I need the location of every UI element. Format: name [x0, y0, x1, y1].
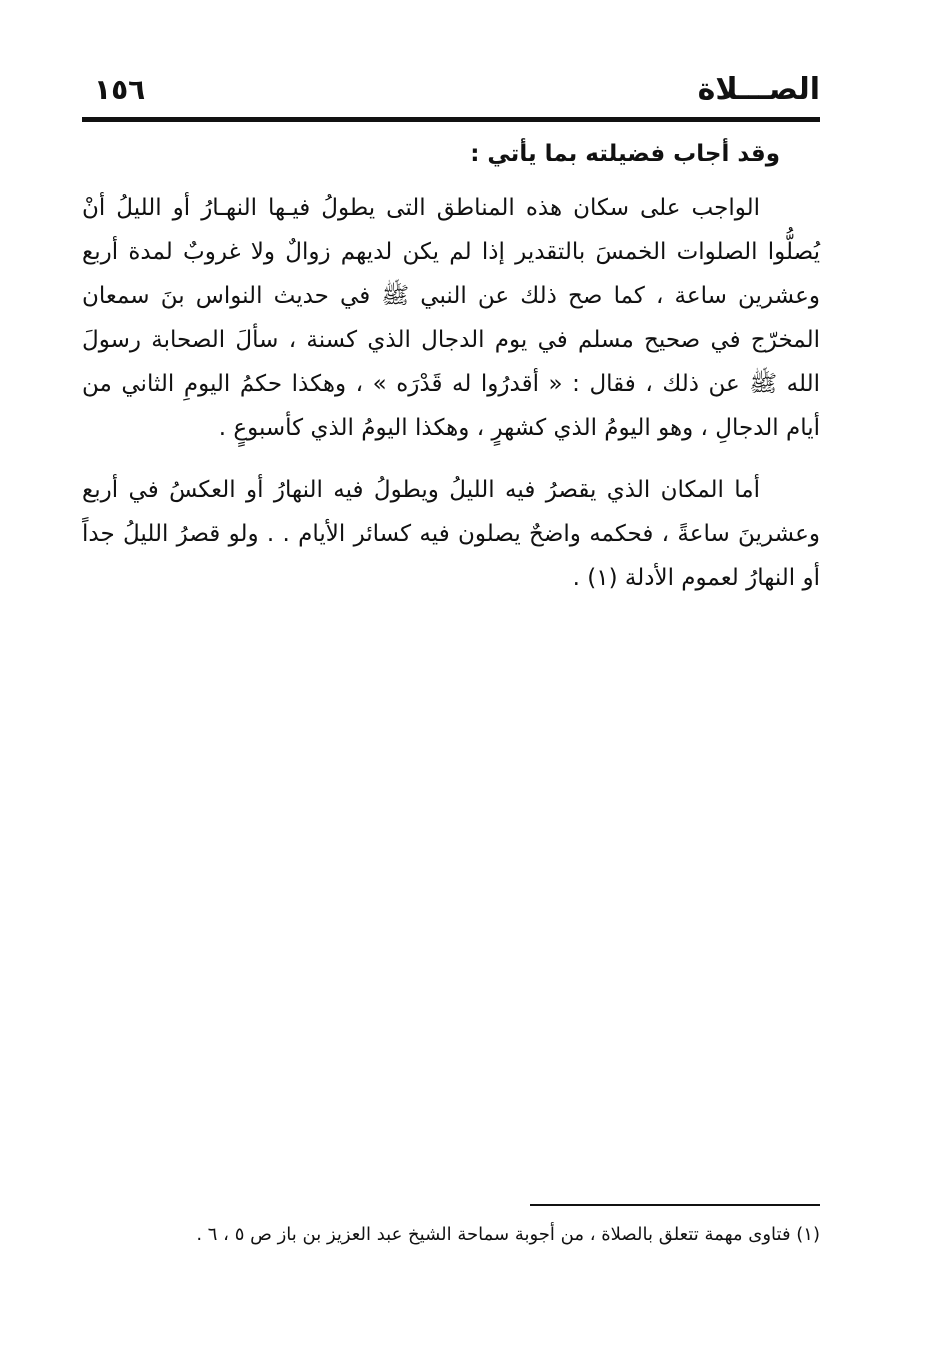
- page-header: [82, 66, 820, 116]
- header-rule: [82, 117, 820, 122]
- footnote: (١) فتاوى مهمة تتعلق بالصلاة ، من أجوبة سماحة الشيخ عبد العزيز بن باز ص ٥ ، ٦ .: [196, 1224, 820, 1245]
- intro-line: وقد أجاب فضيلته بما يأتي :: [470, 141, 780, 167]
- paragraph-1: الواجب على سكان هذه المناطق التى يطولُ فيـها النهـارُ أو الليلُ أنْ يُصلُّوا الصلوات الخمسَ بالتقدير إذا لم يكن لديهم زوالٌ ولا غروبٌ لمدة أربع وعشرين ساعة ، كما صح ذلك عن النبي ﷺ في حديث النواس بنَ سمعان المخرّج في صحيح مسلم في يوم الدجال الذي كسنة ، سألَ الصحابة رسولَ الله ﷺ عن ذلك ، فقال : « أقدرُوا له قَدْرَه » ، وهكذا حكمُ اليومِ الثاني من أيام الدجالِ ، وهو اليومُ الذي كشهرٍ ، وهكذا اليومُ الذي كأسبوعٍ .: [82, 195, 820, 441]
- paragraph-2: أما المكان الذي يقصرُ فيه الليلُ ويطولُ فيه النهارُ أو العكسُ في أربع وعشرينَ ساعةً ، فحكمه واضحٌ يصلون فيه كسائر الأيام . . ولو قصرُ الليلُ جداً أو النهارُ لعموم الأدلة (١) .: [82, 477, 820, 591]
- page-number: ١٥٦: [94, 73, 146, 106]
- main-text: [82, 132, 820, 618]
- running-title: الصـــلاة: [697, 72, 820, 107]
- footnote-rule: [530, 1204, 820, 1206]
